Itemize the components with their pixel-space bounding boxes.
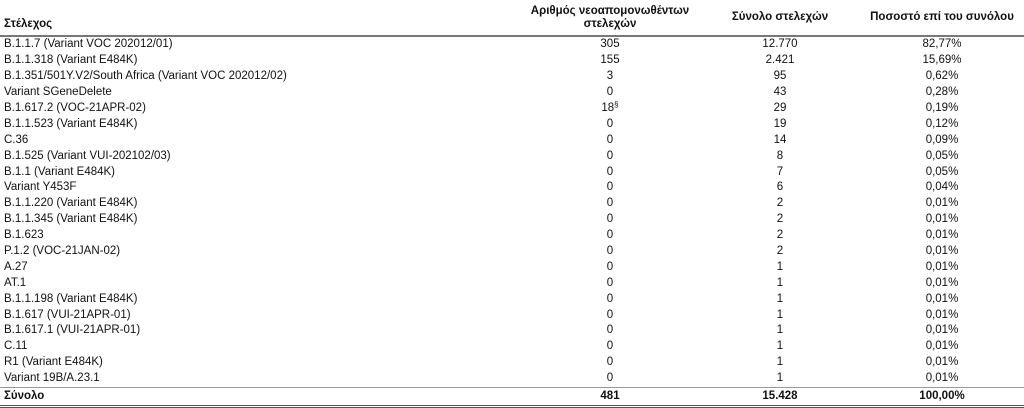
- percent-cell: 0,62%: [925, 70, 959, 83]
- percent-cell: 0,12%: [925, 117, 959, 130]
- total-newly-isolated: 481: [520, 387, 700, 406]
- table-footer: [0, 387, 1024, 406]
- newly-isolated-cell: [520, 355, 700, 371]
- newly-isolated-cell: [520, 244, 700, 260]
- percent-cell: 15,69%: [922, 54, 962, 67]
- table-row: [0, 85, 1024, 101]
- newly-isolated-cell: [520, 69, 700, 85]
- total-cell: 95: [773, 70, 787, 83]
- total-cell: 1: [776, 276, 784, 289]
- newly-isolated-value: 0: [606, 372, 614, 385]
- strain-cell: Variant Y453F: [4, 181, 77, 194]
- strain-cell: B.1.623: [4, 229, 44, 242]
- strain-cell: B.1.1.220 (Variant E484K): [4, 197, 138, 210]
- newly-isolated-cell: [520, 259, 700, 275]
- table-row: [0, 355, 1024, 371]
- table-row: [0, 228, 1024, 244]
- total-cell: 2: [776, 245, 784, 258]
- strain-cell: AT.1: [4, 276, 27, 289]
- strain-cell: P.1.2 (VOC-21JAN-02): [4, 245, 121, 258]
- newly-isolated-value: 0: [606, 86, 614, 99]
- header-row: [0, 0, 1024, 36]
- total-cell: 12.770: [762, 38, 798, 51]
- total-cell: 19: [773, 117, 787, 130]
- strain-cell: C.36: [4, 133, 29, 146]
- percent-cell: 0,01%: [925, 260, 959, 273]
- table-row: [0, 148, 1024, 164]
- newly-isolated-value: 0: [606, 308, 614, 321]
- percent-cell: 0,01%: [925, 245, 959, 258]
- newly-isolated-cell: [520, 36, 700, 53]
- total-cell: 1: [776, 372, 784, 385]
- percent-cell: 0,01%: [925, 197, 959, 210]
- newly-isolated-cell: [520, 212, 700, 228]
- header-strain: Στέλεχος: [0, 0, 520, 36]
- newly-isolated-value: 0: [606, 149, 614, 162]
- total-cell: 7: [776, 165, 784, 178]
- total-cell: 1: [776, 308, 784, 321]
- newly-isolated-value: 0: [606, 340, 614, 353]
- table-row: [0, 69, 1024, 85]
- table-row: [0, 180, 1024, 196]
- total-label: Σύνολο: [0, 387, 520, 406]
- newly-isolated-value: 0: [606, 213, 614, 226]
- percent-cell: 0,01%: [925, 372, 959, 385]
- table-body: [0, 36, 1024, 387]
- newly-isolated-cell: [520, 196, 700, 212]
- newly-isolated-cell: [520, 116, 700, 132]
- newly-isolated-value: 0: [606, 292, 614, 305]
- total-row: [0, 387, 1024, 406]
- table-row: [0, 53, 1024, 69]
- newly-isolated-value: 0: [606, 181, 614, 194]
- table-header: [0, 0, 1024, 36]
- strain-cell: B.1.1.318 (Variant E484K): [4, 54, 138, 67]
- table-row: [0, 339, 1024, 355]
- newly-isolated-value: 0: [606, 260, 614, 273]
- newly-isolated-value: 0: [606, 356, 614, 369]
- strain-cell: Variant SGeneDelete: [4, 86, 112, 99]
- newly-isolated-cell: [520, 53, 700, 69]
- strain-cell: B.1.525 (Variant VUI-202102/03): [4, 149, 171, 162]
- table-row: [0, 275, 1024, 291]
- percent-cell: 0,19%: [925, 102, 959, 114]
- header-newly-isolated: Αριθμός νεοαπομονωθέντων στελεχών: [520, 0, 700, 36]
- newly-isolated-value: 155: [600, 54, 620, 67]
- header-percent: Ποσοστό επί του συνόλου: [860, 0, 1024, 36]
- total-cell: 43: [773, 86, 787, 99]
- percent-cell: 0,05%: [925, 165, 959, 178]
- percent-cell: 0,01%: [925, 276, 959, 289]
- total-cell: 1: [776, 260, 784, 273]
- newly-isolated-cell: [520, 275, 700, 291]
- table-row: [0, 101, 1024, 117]
- percent-cell: 0,04%: [925, 181, 959, 194]
- newly-isolated-value: 0: [606, 276, 614, 289]
- newly-isolated-value: 0: [606, 197, 614, 210]
- strain-cell: B.1.351/501Y.V2/South Africa (Variant VOC 202012/02): [4, 70, 287, 83]
- newly-isolated-value: 0: [606, 117, 614, 130]
- strain-cell: B.1.617.2 (VOC-21APR-02): [4, 102, 146, 114]
- total-cell: 1: [776, 292, 784, 305]
- table-row: [0, 323, 1024, 339]
- total-cell: 2: [776, 229, 784, 242]
- percent-cell: 0,01%: [925, 324, 959, 337]
- newly-isolated-cell: [520, 307, 700, 323]
- newly-isolated-cell: [520, 148, 700, 164]
- total-cell: 1: [776, 324, 784, 337]
- newly-isolated-cell: [520, 323, 700, 339]
- percent-cell: 0,01%: [925, 356, 959, 369]
- footnote-mark: §: [614, 100, 619, 109]
- strain-cell: R1 (Variant E484K): [4, 356, 103, 369]
- strain-cell: B.1.617.1 (VUI-21APR-01): [4, 324, 141, 337]
- table-row: [0, 244, 1024, 260]
- newly-isolated-cell: [520, 85, 700, 101]
- newly-isolated-value: 0: [606, 165, 614, 178]
- percent-cell: 0,01%: [925, 292, 959, 305]
- percent-cell: 0,05%: [925, 149, 959, 162]
- percent-cell: 0,01%: [925, 340, 959, 353]
- newly-isolated-cell: [520, 291, 700, 307]
- table-row: [0, 36, 1024, 53]
- percent-cell: 0,09%: [925, 133, 959, 146]
- strain-cell: B.1.1 (Variant E484K): [4, 165, 116, 178]
- strain-cell: A.27: [4, 260, 28, 273]
- table-row: [0, 116, 1024, 132]
- total-cell: 14: [773, 133, 787, 146]
- strain-cell: Variant 19B/A.23.1: [4, 372, 100, 385]
- table-row: [0, 212, 1024, 228]
- strain-cell: C.11: [4, 340, 28, 353]
- percent-cell: 0,01%: [925, 229, 959, 242]
- table-row: [0, 259, 1024, 275]
- newly-isolated-cell: [520, 371, 700, 387]
- total-strains: 15.428: [700, 387, 860, 406]
- strain-cell: B.1.1.523 (Variant E484K): [4, 117, 138, 130]
- total-cell: 2: [776, 213, 784, 226]
- newly-isolated-cell: [520, 132, 700, 148]
- total-cell: 29: [773, 102, 787, 114]
- percent-cell: 0,01%: [925, 213, 959, 226]
- strain-cell: B.1.617 (VUI-21APR-01): [4, 308, 131, 321]
- header-total: Σύνολο στελεχών: [700, 0, 860, 36]
- newly-isolated-cell: [520, 101, 700, 117]
- strain-cell: B.1.1.345 (Variant E484K): [4, 213, 138, 226]
- percent-cell: 82,77%: [922, 38, 962, 51]
- table-row: [0, 371, 1024, 387]
- newly-isolated-value: 305: [600, 38, 620, 51]
- newly-isolated-cell: [520, 180, 700, 196]
- strain-cell: B.1.1.198 (Variant E484K): [4, 292, 138, 305]
- newly-isolated-value: 18: [601, 102, 615, 114]
- newly-isolated-cell: [520, 339, 700, 355]
- percent-cell: 0,28%: [925, 86, 959, 99]
- newly-isolated-value: 0: [606, 245, 614, 258]
- percent-cell: 0,01%: [925, 308, 959, 321]
- total-cell: 6: [776, 181, 784, 194]
- table-row: [0, 291, 1024, 307]
- newly-isolated-value: 0: [606, 133, 614, 146]
- table-row: [0, 307, 1024, 323]
- total-cell: 1: [776, 340, 784, 353]
- total-cell: 8: [776, 149, 784, 162]
- newly-isolated-value: 0: [606, 229, 614, 242]
- total-cell: 2: [776, 197, 784, 210]
- total-cell: 1: [776, 356, 784, 369]
- table-row: [0, 132, 1024, 148]
- strain-cell: B.1.1.7 (Variant VOC 202012/01): [4, 38, 173, 51]
- table-row: [0, 164, 1024, 180]
- newly-isolated-cell: [520, 164, 700, 180]
- newly-isolated-value: 0: [606, 324, 614, 337]
- total-cell: 2.421: [765, 54, 795, 67]
- newly-isolated-cell: [520, 228, 700, 244]
- total-percent: 100,00%: [860, 387, 1024, 406]
- newly-isolated-value: 3: [606, 70, 614, 83]
- table-row: [0, 196, 1024, 212]
